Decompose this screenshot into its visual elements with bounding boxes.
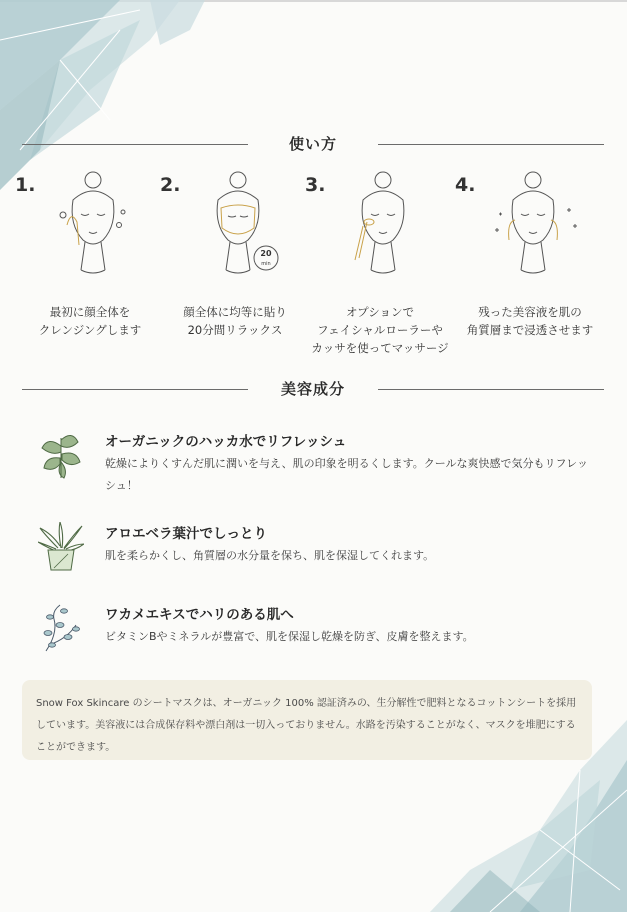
- step-number: 1.: [15, 174, 36, 196]
- usage-step-3: [305, 170, 455, 360]
- usage-step-2: [160, 170, 310, 360]
- step-caption: オプションで フェイシャルローラーや カッサを使ってマッサージ: [311, 305, 449, 355]
- ingredient-mint: [38, 430, 598, 494]
- ingredient-seaweed: [38, 603, 598, 667]
- ingredient-title: アロエベラ葉汁でしっとり: [105, 526, 267, 542]
- face-mask-illustration: [188, 170, 288, 282]
- ingredient-description: 乾燥によりくすんだ肌に潤いを与え、肌の印象を明るくします。クールな爽快感で気分もリフレッシュ！: [105, 457, 589, 492]
- ingredient-title: ワカメエキスでハリのある肌へ: [105, 607, 294, 623]
- timer-badge-text: 20: [260, 249, 272, 258]
- step-number: 3.: [305, 174, 326, 196]
- header-rule-right: [378, 389, 604, 390]
- step-number: 4.: [455, 174, 476, 196]
- svg-text:min: min: [261, 261, 271, 267]
- face-massage-illustration: [333, 170, 433, 282]
- usage-step-4: [455, 170, 605, 360]
- aloe-plant-icon: [38, 522, 84, 572]
- usage-section-header: [22, 133, 604, 157]
- ingredient-aloe: [38, 522, 598, 586]
- step-caption: 残った美容液を肌の 角質層まで浸透させます: [466, 305, 594, 337]
- face-absorb-illustration: [483, 170, 583, 282]
- seaweed-icon: [38, 603, 84, 653]
- usage-section-title: 使い方: [288, 135, 337, 153]
- ingredient-title: オーガニックのハッカ水でリフレッシュ: [105, 434, 347, 450]
- ingredients-section-title: 美容成分: [280, 380, 345, 398]
- sustainability-note-text: Snow Fox Skincare のシートマスクは、オーガニック 100% 認証済みの、生分解性で肥料となるコットンシートを採用しています。美容液には合成保存料や漂白剤は一切入っておりません。水路を汚染することがなく、マスクを堆肥にすることができます。: [36, 698, 577, 753]
- face-cleansing-illustration: [43, 170, 143, 282]
- usage-steps: [15, 170, 615, 360]
- ingredient-description: ビタミンBやミネラルが豊富で、肌を保湿し乾燥を防ぎ、皮膚を整えます。: [105, 630, 474, 643]
- step-number: 2.: [160, 174, 181, 196]
- sustainability-note-box: [22, 680, 592, 760]
- mint-leaf-icon: [38, 430, 84, 480]
- ingredients-section-header: [22, 378, 604, 402]
- step-caption: 最初に顔全体を クレンジングします: [38, 305, 142, 337]
- ingredient-description: 肌を柔らかくし、角質層の水分量を保ち、肌を保湿してくれます。: [105, 549, 435, 562]
- step-caption: 顔全体に均等に貼り 20分間リラックス: [183, 305, 287, 337]
- header-rule-right: [378, 144, 604, 145]
- usage-step-1: [15, 170, 165, 360]
